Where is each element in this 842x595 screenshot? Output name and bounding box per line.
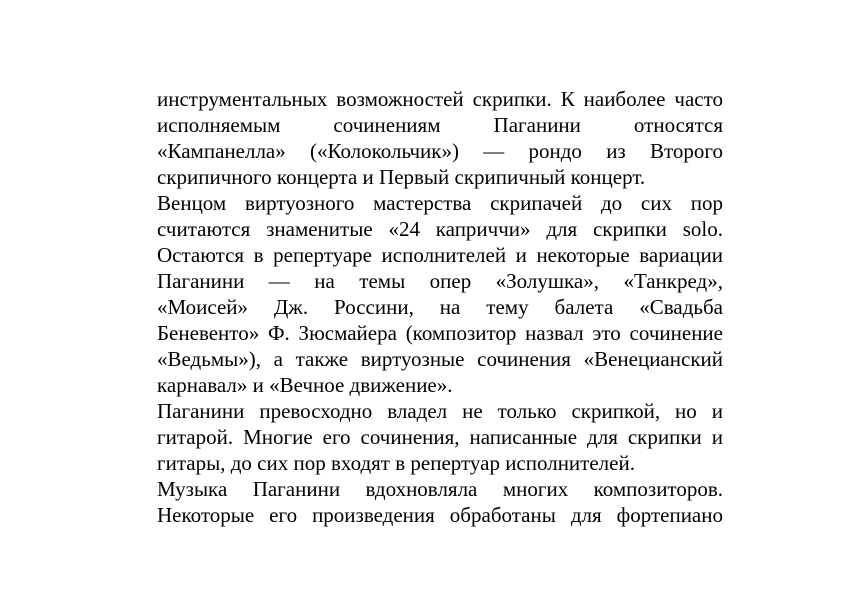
text-line: Некоторые его произведения обработаны для фортепиано (157, 503, 723, 527)
text-line: скрипичного концерта и Первый скрипичный концерт. (157, 165, 646, 189)
text-line: гитарой. Многие его сочинения, написанные для скрипки и (157, 425, 723, 449)
text-line: исполняемым сочинениям Паганини относятся (157, 113, 723, 137)
body-text (157, 86, 723, 528)
paragraph-1 (157, 86, 723, 190)
text-line: гитары, до сих пор входят в репертуар исполнителей. (157, 451, 635, 475)
text-line: карнавал» и «Вечное движение». (157, 373, 453, 397)
text-line: считаются знаменитые «24 каприччи» для скрипки solo. (157, 217, 723, 241)
text-line: Беневенто» Ф. Зюсмайера (композитор назвал это сочинение (157, 321, 723, 345)
text-line: Остаются в репертуаре исполнителей и некоторые вариации (157, 243, 723, 267)
text-line: Венцом виртуозного мастерства скрипачей до сих пор (157, 191, 723, 215)
text-line: «Кампанелла» («Колокольчик») — рондо из Второго (157, 139, 723, 163)
paragraph-4 (157, 476, 723, 528)
text-line: «Моисей» Дж. Россини, на тему балета «Свадьба (157, 295, 723, 319)
paragraph-2 (157, 190, 723, 398)
text-line: Музыка Паганини вдохновляла многих композиторов. (157, 477, 723, 501)
text-line: Паганини превосходно владел не только скрипкой, но и (157, 399, 723, 423)
paragraph-3 (157, 398, 723, 476)
text-line: инструментальных возможностей скрипки. К наиболее часто (157, 87, 723, 111)
text-line: Паганини — на темы опер «Золушка», «Танкред», (157, 269, 723, 293)
text-line: «Ведьмы»), а также виртуозные сочинения «Венецианский (157, 347, 723, 371)
